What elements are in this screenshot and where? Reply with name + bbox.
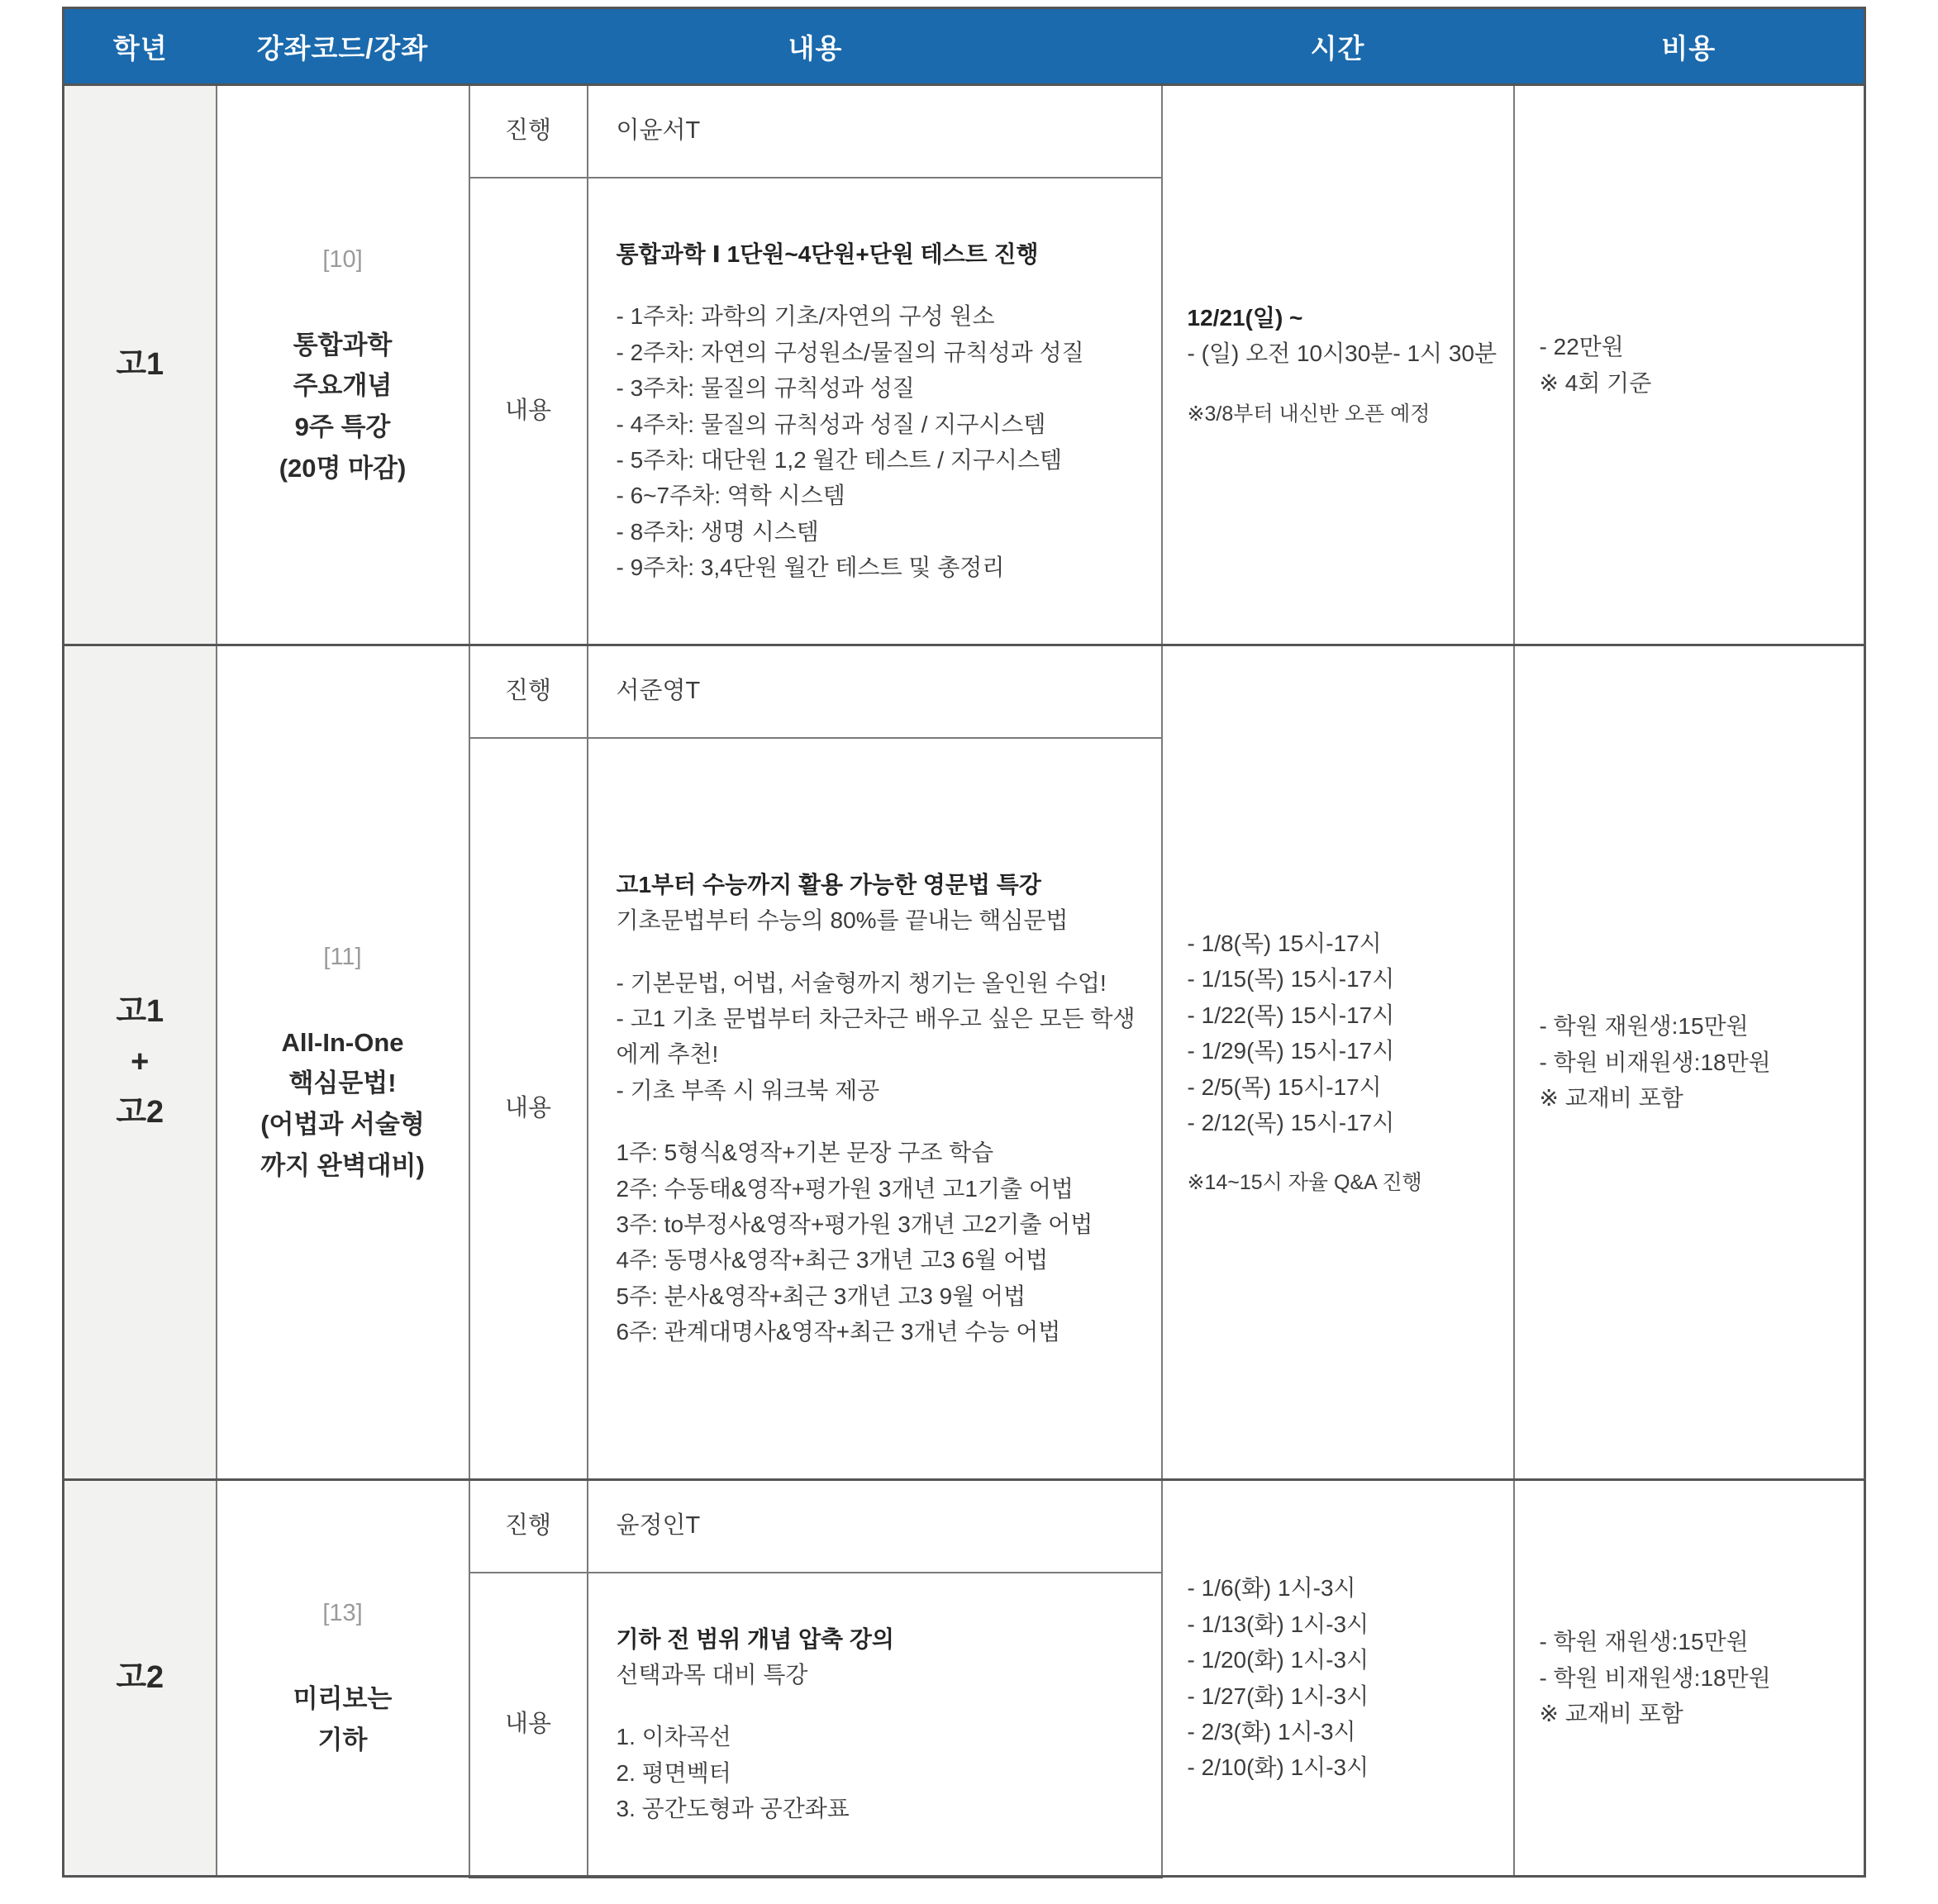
course1-name xyxy=(218,325,468,488)
text-line: - 1/15(목) 15시-17시 xyxy=(1187,966,1395,992)
course1-progress-label: 진행 xyxy=(469,85,588,178)
text-line: - 1/6(화) 1시-3시 xyxy=(1187,1575,1356,1602)
text-line xyxy=(617,272,1153,298)
text-line: - 1/22(목) 15시-17시 xyxy=(1187,1002,1395,1028)
text-line: - 6~7주차: 역학 시스템 xyxy=(616,483,845,509)
text-line: 9주 특강 xyxy=(294,412,391,441)
text-line: - 학원 비재원생:18만원 xyxy=(1539,1664,1771,1691)
col-header-content: 내용 xyxy=(469,8,1162,85)
text-line: - 학원 재원생:15만원 xyxy=(1539,1629,1749,1655)
text-line: - 8주차: 생명 시스템 xyxy=(616,518,819,545)
col-header-time: 시간 xyxy=(1162,8,1514,85)
text-line: - 1주차: 과학의 기초/자연의 구성 원소 xyxy=(616,303,995,330)
text-line: - 4주차: 물질의 규칙성과 성질 / 지구시스템 xyxy=(616,411,1046,437)
course3-cost-cell xyxy=(1514,1480,1865,1877)
course1-teacher: 이윤서T xyxy=(588,85,1162,178)
course2-progress-row xyxy=(64,645,1865,738)
text-line: 3주: to부정사&영작+평가원 3개년 고2기출 어법 xyxy=(616,1211,1093,1238)
course1-time-cell xyxy=(1162,85,1514,645)
course2-cost-cell xyxy=(1514,645,1865,1480)
course1-course-cell xyxy=(217,85,469,645)
text-line: - 1/20(화) 1시-3시 xyxy=(1187,1647,1369,1673)
text-line: 기하 xyxy=(317,1725,368,1754)
text-line: - 2/12(목) 15시-17시 xyxy=(1187,1109,1395,1135)
text-line: ※ 교재비 포함 xyxy=(1539,1085,1683,1111)
text-line: 1주: 5형식&영작+기본 문장 구조 학습 xyxy=(616,1140,994,1166)
course2-name xyxy=(218,1022,468,1186)
text-line xyxy=(617,1108,1153,1135)
course1-content-cell xyxy=(588,178,1162,645)
text-line: ※ 4회 기준 xyxy=(1539,369,1652,396)
text-line: 2주: 수동태&영작+평가원 3개년 고1기출 어법 xyxy=(616,1175,1074,1202)
course2-content-cell xyxy=(588,738,1162,1480)
course2-teacher: 서준영T xyxy=(588,645,1162,738)
text-line: 고1부터 수능까지 활용 가능한 영문법 특강 xyxy=(616,871,1041,897)
text-line: - 3주차: 물질의 규칙성과 성질 xyxy=(616,375,915,402)
text-line: 1. 이차곡선 xyxy=(616,1724,731,1750)
text-line: 핵심문법! xyxy=(288,1069,397,1098)
text-line: 고1 xyxy=(116,994,164,1030)
text-line: - 학원 재원생:15만원 xyxy=(1539,1013,1749,1040)
text-line: 6주: 관계대명사&영작+최근 3개년 수능 어법 xyxy=(616,1319,1061,1345)
text-line: - 2/10(화) 1시-3시 xyxy=(1187,1754,1369,1781)
text-line: 고1 xyxy=(116,347,164,383)
course3-time-cell xyxy=(1162,1480,1514,1877)
text-line: 미리보는 xyxy=(293,1684,393,1714)
text-line xyxy=(1188,372,1507,398)
col-header-course: 강좌코드/강좌 xyxy=(217,8,469,85)
text-line: ※ 교재비 포함 xyxy=(1539,1701,1683,1727)
course3-teacher: 윤정인T xyxy=(588,1480,1162,1573)
course2-content-label: 내용 xyxy=(469,738,588,1480)
text-line xyxy=(617,939,1153,965)
text-line: - 1/27(화) 1시-3시 xyxy=(1187,1683,1369,1709)
text-line: - 2주차: 자연의 구성원소/물질의 규칙성과 성질 xyxy=(616,339,1084,365)
text-line: 기초문법부터 수능의 80%를 끝내는 핵심문법 xyxy=(616,907,1069,934)
course2-code: [11] xyxy=(323,943,362,970)
text-line: - 2/3(화) 1시-3시 xyxy=(1187,1718,1356,1745)
text-line: - 22만원 xyxy=(1539,334,1624,360)
text-line: 5주: 분사&영작+최근 3개년 고3 9월 어법 xyxy=(616,1283,1026,1309)
text-line: - 9주차: 3,4단원 월간 테스트 및 총정리 xyxy=(616,555,1005,581)
text-line: ※14~15시 자율 Q&A 진행 xyxy=(1187,1171,1422,1195)
course3-progress-label: 진행 xyxy=(469,1480,588,1573)
text-line: - 1/13(화) 1시-3시 xyxy=(1187,1611,1369,1637)
text-line: (20명 마감) xyxy=(279,453,407,483)
text-line: 2. 평면벡터 xyxy=(616,1759,731,1786)
text-line: - 기본문법, 어법, 서술형까지 챙기는 올인원 수업! xyxy=(616,969,1107,996)
course3-content-label: 내용 xyxy=(469,1573,588,1877)
text-line: 통합과학 xyxy=(293,330,393,359)
course3-content-cell xyxy=(588,1573,1162,1877)
course3-progress-row xyxy=(64,1480,1865,1573)
text-line: ※3/8부터 내신반 오픈 예정 xyxy=(1187,402,1431,426)
text-line: 선택과목 대비 특강 xyxy=(616,1661,808,1687)
text-line: (어법과 서술형 xyxy=(260,1109,425,1139)
course1-cost-cell xyxy=(1514,85,1865,645)
course1-progress-row xyxy=(64,85,1865,178)
text-line: 고2 xyxy=(116,1094,164,1130)
text-line: 4주: 동명사&영작+최근 3개년 고3 6월 어법 xyxy=(616,1247,1049,1273)
course2-time-cell xyxy=(1162,645,1514,1480)
text-line: - 고1 기초 문법부터 차근차근 배우고 싶은 모든 학생에게 추천! xyxy=(616,1006,1136,1068)
text-line: - 학원 비재원생:18만원 xyxy=(1539,1049,1771,1075)
course1-content-label: 내용 xyxy=(469,178,588,645)
col-header-cost: 비용 xyxy=(1514,8,1865,85)
text-line: 12/21(일) ~ xyxy=(1187,304,1303,331)
text-line: - 2/5(목) 15시-17시 xyxy=(1187,1073,1382,1100)
course3-name xyxy=(218,1678,468,1760)
text-line: - 5주차: 대단원 1,2 월간 테스트 / 지구시스템 xyxy=(616,446,1063,473)
text-line: 통합과학 Ⅰ 1단원~4단원+단원 테스트 진행 xyxy=(616,240,1039,267)
course-schedule-table xyxy=(62,7,1866,1878)
text-line: 3. 공간도형과 공간좌표 xyxy=(616,1796,850,1822)
course1-grade-cell xyxy=(64,85,217,645)
text-line xyxy=(1188,1140,1507,1167)
course2-course-cell xyxy=(217,645,469,1480)
text-line: - (일) 오전 10시30분- 1시 30분 xyxy=(1187,340,1498,367)
text-line: + xyxy=(131,1045,150,1080)
course2-progress-label: 진행 xyxy=(469,645,588,738)
header-row xyxy=(64,8,1865,85)
text-line: - 기초 부족 시 워크북 제공 xyxy=(616,1077,880,1103)
course3-code: [13] xyxy=(322,1600,363,1627)
text-line: 고2 xyxy=(116,1660,164,1696)
col-header-grade: 학년 xyxy=(64,8,217,85)
text-line xyxy=(617,1692,1153,1719)
text-line: 기하 전 범위 개념 압축 강의 xyxy=(616,1626,894,1652)
course1-code: [10] xyxy=(322,245,363,273)
text-line: - 1/8(목) 15시-17시 xyxy=(1187,930,1382,956)
text-line: 까지 완벽대비) xyxy=(260,1150,425,1180)
course3-grade-cell xyxy=(64,1480,217,1877)
text-line: 주요개념 xyxy=(293,371,393,401)
course2-grade-cell xyxy=(64,645,217,1480)
course3-course-cell xyxy=(217,1480,469,1877)
text-line: - 1/29(목) 15시-17시 xyxy=(1187,1038,1395,1064)
text-line: All-In-One xyxy=(281,1027,404,1057)
